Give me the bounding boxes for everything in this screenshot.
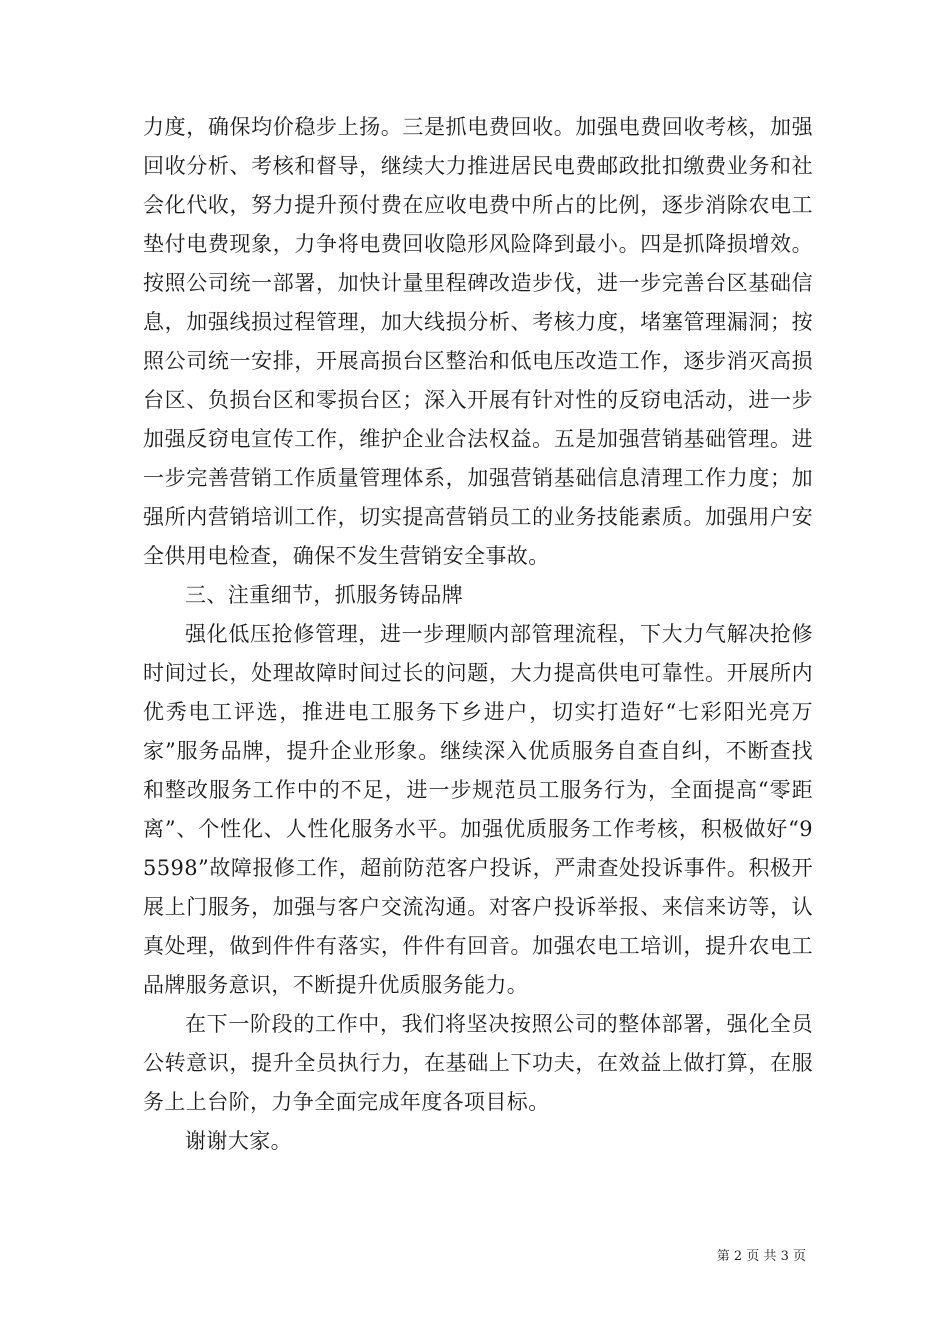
section-heading: 三、注重细节，抓服务铸品牌 [185, 583, 464, 607]
document-body [143, 108, 813, 1161]
paragraph-continued: 力度，确保均价稳步上扬。三是抓电费回收。加强电费回收考核，加强回收分析、考核和督导，继续大力推进居民电费邮政批扣缴费业务和社会化代收，努力提升预付费在应收电费中所占的比例，逐步消除农电工垫付电费现象，力争将电费回收隐形风险降到最小。四是抓降损增效。按照公司统一部署，加快计量里程碑改造步伐，进一步完善台区基础信息，加强线损过程管理，加大线损分析、考核力度，堵塞管理漏洞；按照公司统一安排，开展高损台区整治和低电压改造工作，逐步消灭高损台区、负损台区和零损台区；深入开展有针对性的反窃电活动，进一步加强反窃电宣传工作，维护企业合法权益。五是加强营销基础管理。进一步完善营销工作质量管理体系，加强营销基础信息清理工作力度；加强所内营销培训工作，切实提高营销员工的业务技能素质。加强用户安全供用电检查，确保不发生营销安全事故。 [143, 115, 813, 568]
paragraph-next-stage: 在下一阶段的工作中，我们将坚决按照公司的整体部署，强化全员公转意识，提升全员执行力，在基础上下功夫，在效益上做打算，在服务上上台阶，力争全面完成年度各项目标。 [143, 1012, 813, 1114]
paragraph-service: 强化低压抢修管理，进一步理顺内部管理流程，下大力气解决抢修时间过长，处理故障时间过长的问题，大力提高供电可靠性。开展所内优秀电工评选，推进电工服务下乡进户，切实打造好“七彩阳光亮万家”服务品牌，提升企业形象。继续深入优质服务自查自纠，不断查找和整改服务工作中的不足，进一步规范员工服务行为，全面提高“零距离”、个性化、人性化服务水平。加强优质服务工作考核，积极做好“95598”故障报修工作，超前防范客户投诉，严肃查处投诉事件。积极开展上门服务，加强与客户交流沟通。对客户投诉举报、来信来访等，认真处理，做到件件有落实，件件有回音。加强农电工培训，提升农电工品牌服务意识，不断提升优质服务能力。 [143, 622, 813, 997]
paragraph-thanks: 谢谢大家。 [185, 1129, 292, 1153]
page-number-footer: 第 2 页 共 3 页 [716, 1249, 806, 1264]
